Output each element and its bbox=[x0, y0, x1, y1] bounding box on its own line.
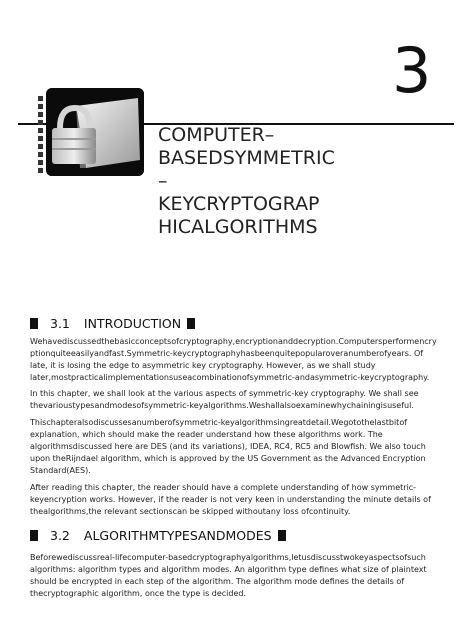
text-line: algorithms: algorithm types and algorithm modes. An algorithm type defines what size of plaintext bbox=[30, 564, 427, 574]
paragraph bbox=[30, 552, 444, 600]
section-heading-introduction bbox=[30, 316, 195, 331]
chapter-title bbox=[158, 124, 458, 239]
text-line: upon theRijndael algorithm, which is approved by the US Government as the Advanced Encryption bbox=[30, 453, 426, 463]
chapter-number: 3 bbox=[392, 34, 432, 107]
chapter-title-line: KEYCRYPTOGRAP bbox=[158, 193, 320, 215]
text-line: Standard(AES). bbox=[30, 465, 91, 475]
text-line: After reading this chapter, the reader should have a complete understanding of how symmetric- bbox=[30, 483, 417, 492]
chapter-title-line: – bbox=[158, 170, 168, 192]
heading-bullet bbox=[30, 318, 38, 329]
heading-bullet bbox=[278, 530, 286, 541]
heading-bullet bbox=[30, 530, 38, 541]
paragraph bbox=[30, 482, 444, 518]
text-line: thevarioustypesandmodesofsymmetric-keyalgorithms.Weshallalsoexaminewhychainingisuseful. bbox=[30, 400, 414, 410]
text-line: should be encrypted in each step of the algorithm. The algorithm mode defines the details of bbox=[30, 576, 405, 586]
section-number: 3.1 bbox=[50, 316, 70, 331]
chapter-title-line: COMPUTER– bbox=[158, 124, 275, 146]
text-line: algorithmsdiscussed here are DES (and its variations), IDEA, RC4, RC5 and Blowfish. We also touch bbox=[30, 441, 426, 451]
paragraph bbox=[30, 388, 444, 412]
paragraph bbox=[30, 417, 444, 477]
text-line: later,mostpracticalimplementationsuseacombinationofsymmetric-andasymmetric-keycryptography. bbox=[30, 372, 430, 382]
chapter-title-line: HICALGORITHMS bbox=[158, 216, 318, 238]
section-title: ALGORITHMTYPESANDMODES bbox=[83, 528, 272, 543]
text-line: keyencryption works. However, if the reader is not very keen in understanding the minute details of bbox=[30, 494, 431, 504]
decorative-dots bbox=[38, 96, 44, 176]
text-line: thealgorithms,the relevant sectionscan be skipped withoutany loss ofcontinuity. bbox=[30, 506, 351, 516]
text-line: In this chapter, we shall look at the various aspects of symmetric-key cryptography. We shall see bbox=[30, 389, 419, 398]
section-heading-algorithm-types bbox=[30, 528, 286, 543]
section-title: INTRODUCTION bbox=[83, 316, 182, 331]
chapter-title-line: BASEDSYMMETRIC bbox=[158, 147, 335, 169]
heading-bullet bbox=[187, 318, 195, 329]
padlock-image bbox=[46, 88, 144, 176]
text-line: Beforewediscussreal-lifecomputer-basedcryptographyalgorithms,letusdiscusstwokeyaspectsofsuch bbox=[30, 553, 426, 562]
paragraph bbox=[30, 336, 444, 384]
text-line: Thischapteralsodiscussesanumberofsymmetric-keyalgorithmsingreatdetail.Wegotothelastbitof bbox=[30, 418, 408, 427]
text-line: ptionquiteeasilyandfast.Symmetric-keycryptographyhasbeenquitepopularoveranumberofyears. Of bbox=[30, 348, 424, 358]
text-line: thecryptographic algorithm, once the type is decided. bbox=[30, 588, 247, 598]
text-line: explanation, which should make the reader understand how these algorithms work. The bbox=[30, 429, 383, 439]
section-number: 3.2 bbox=[50, 528, 70, 543]
text-line: late, it is losing the edge to asymmetric key cryptography. However, as we shall study bbox=[30, 360, 376, 370]
text-line: Wehavediscussedthebasicconceptsofcryptography,encryptionanddecryption.Computersperformencry bbox=[30, 337, 437, 346]
